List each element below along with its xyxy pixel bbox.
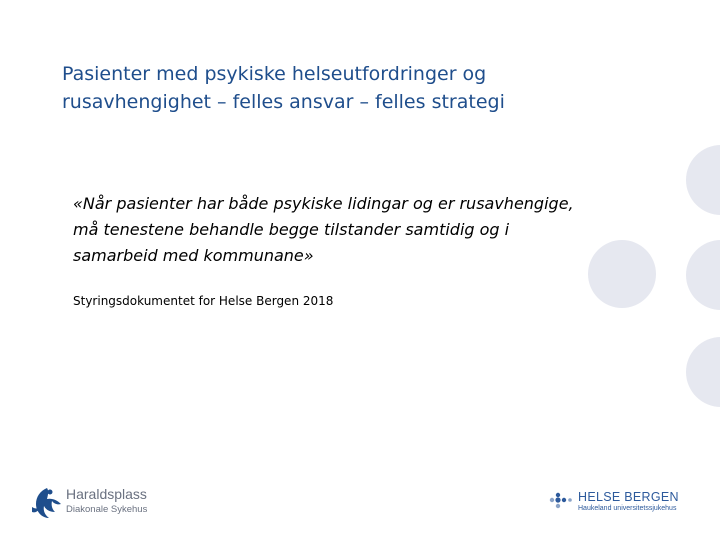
title-line-1: Pasienter med psykiske helseutfordringer og (62, 63, 487, 85)
bird-icon (30, 485, 64, 521)
decorative-circle (588, 240, 656, 308)
haraldsplass-subtitle: Diakonale Sykehus (66, 504, 148, 515)
title-line-2: rusavhengighet – felles ansvar – felles strategi (62, 91, 505, 113)
haraldsplass-logo (30, 483, 180, 523)
decorative-circle (686, 337, 720, 407)
source-citation: Styringsdokumentet for Helse Bergen 2018 (73, 294, 334, 308)
quote-text (73, 191, 653, 269)
haraldsplass-name: Haraldsplass (66, 486, 147, 502)
helse-bergen-subtitle: Haukeland universitetssjukehus (578, 505, 677, 512)
slide-title (62, 60, 602, 116)
decorative-circle (686, 240, 720, 310)
quote-line-2: må tenestene behandle begge tilstander samtidig og i (73, 220, 510, 239)
helse-bergen-logo (548, 490, 698, 520)
dots-icon (548, 491, 574, 511)
decorative-circle (686, 145, 720, 215)
helse-bergen-name: HELSE BERGEN (578, 490, 679, 504)
quote-line-1: «Når pasienter har både psykiske lidingar og er rusavhengige, (73, 194, 574, 213)
quote-line-3: samarbeid med kommunane» (73, 246, 314, 265)
